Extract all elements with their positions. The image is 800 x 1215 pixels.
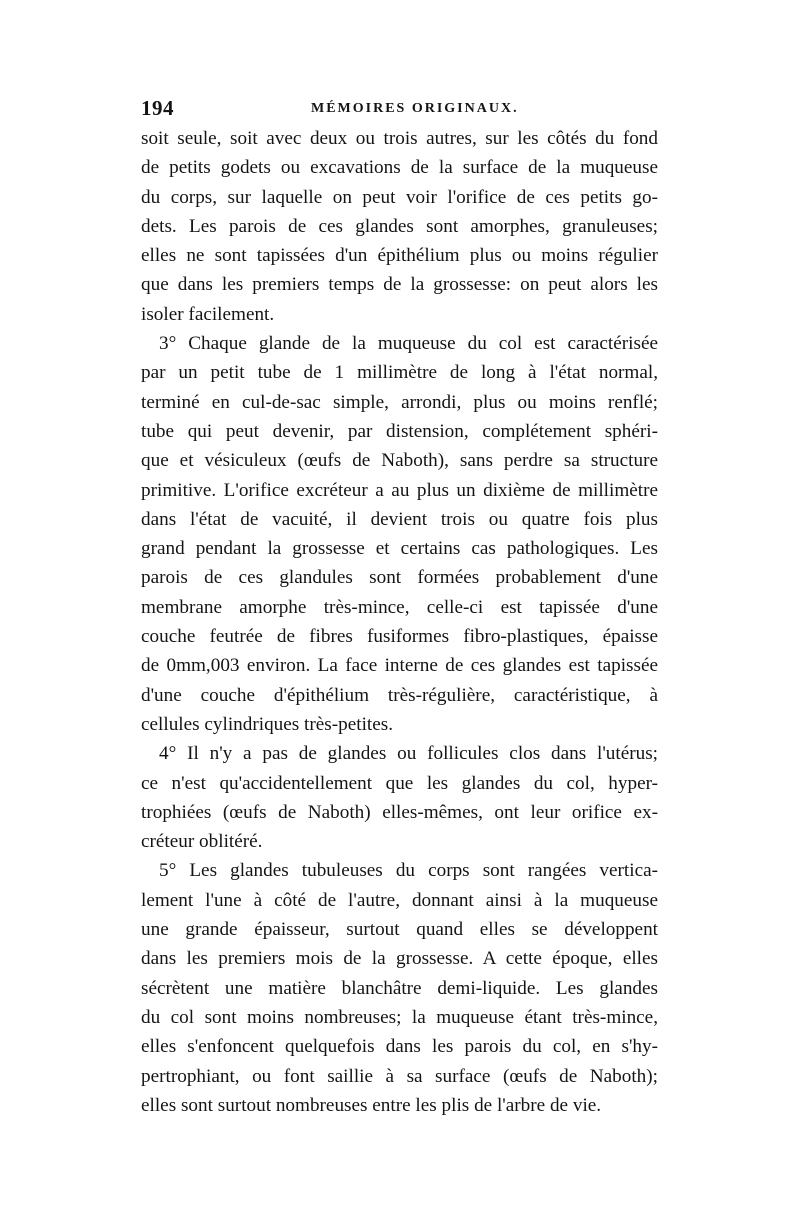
text-line: 3° Chaque glande de la muqueuse du col est caractérisée [159, 333, 658, 355]
text-line: couche feutrée de fibres fusiformes fibro-plastiques, épaisse [141, 626, 658, 648]
text-line: une grande épaisseur, surtout quand elles se développent [141, 919, 658, 941]
text-line: sécrètent une matière blanchâtre demi-liquide. Les glandes [141, 977, 658, 999]
text-line: pertrophiant, ou font saillie à sa surface (œufs de Naboth); [141, 1065, 658, 1087]
text-line: de 0mm,003 environ. La face interne de ces glandes est tapissée [141, 655, 658, 677]
text-line: dets. Les parois de ces glandes sont amorphes, granuleuses; [141, 215, 658, 237]
body-text [141, 124, 658, 1120]
text-line: que et vésiculeux (œufs de Naboth), sans perdre sa structure [141, 450, 658, 472]
text-line: tube qui peut devenir, par distension, complétement sphéri- [141, 420, 658, 442]
text-line: de petits godets ou excavations de la surface de la muqueuse [141, 157, 658, 179]
text-line: dans l'état de vacuité, il devient trois ou quatre fois plus [141, 508, 658, 530]
text-line: terminé en cul-de-sac simple, arrondi, plus ou moins renflé; [141, 391, 658, 413]
text-line: primitive. L'orifice excréteur a au plus un dixième de millimètre [141, 479, 658, 501]
running-title: MÉMOIRES ORIGINAUX. [311, 101, 519, 116]
text-line: parois de ces glandules sont formées probablement d'une [141, 567, 658, 589]
text-line: membrane amorphe très-mince, celle-ci est tapissée d'une [141, 596, 658, 618]
text-line: isoler facilement. [141, 303, 275, 325]
text-line: 4° Il n'y a pas de glandes ou follicules clos dans l'utérus; [159, 743, 658, 765]
text-line: elles s'enfoncent quelquefois dans les parois du col, en s'hy- [141, 1036, 658, 1058]
running-head [141, 96, 661, 126]
text-line: par un petit tube de 1 millimètre de long à l'état normal, [141, 362, 658, 384]
text-line: que dans les premiers temps de la grossesse: on peut alors les [141, 274, 658, 296]
text-line: du col sont moins nombreuses; la muqueuse étant très-mince, [141, 1006, 658, 1028]
text-line: soit seule, soit avec deux ou trois autres, sur les côtés du fond [141, 128, 658, 149]
text-line: d'une couche d'épithélium très-régulière, caractéristique, à [141, 684, 658, 706]
text-line: elles ne sont tapissées d'un épithélium plus ou moins régulier [141, 245, 658, 267]
page-number: 194 [141, 96, 174, 120]
text-line: dans les premiers mois de la grossesse. A cette époque, elles [141, 948, 658, 970]
text-line: du corps, sur laquelle on peut voir l'orifice de ces petits go- [141, 186, 658, 208]
text-line: cellules cylindriques très-petites. [141, 713, 394, 735]
text-line: créteur oblitéré. [141, 831, 263, 853]
text-line: elles sont surtout nombreuses entre les plis de l'arbre de vie. [141, 1094, 602, 1116]
text-line: lement l'une à côté de l'autre, donnant ainsi à la muqueuse [141, 889, 658, 911]
text-line: 5° Les glandes tubuleuses du corps sont rangées vertica- [159, 860, 658, 882]
text-line: trophiées (œufs de Naboth) elles-mêmes, ont leur orifice ex- [141, 801, 658, 823]
text-line: ce n'est qu'accidentellement que les glandes du col, hyper- [141, 772, 658, 794]
text-line: grand pendant la grossesse et certains cas pathologiques. Les [141, 538, 658, 560]
